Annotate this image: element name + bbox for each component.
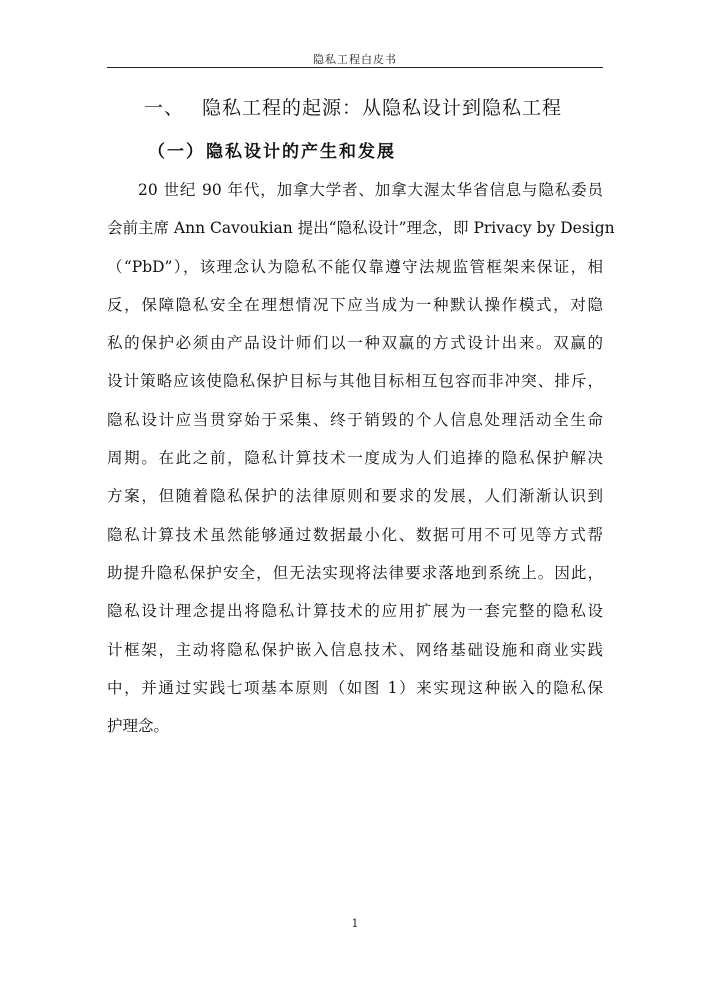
paragraph-line: 方案，但随着隐私保护的法律原则和要求的发展，人们渐渐认识到 <box>107 487 603 506</box>
section-heading <box>144 93 562 120</box>
paragraph-line: 设计策略应该使隐私保护目标与其他目标相互包容而非冲突、排斥， <box>107 372 603 391</box>
body-paragraph <box>107 171 615 745</box>
paragraph-line: 计框架，主动将隐私保护嵌入信息技术、网络基础设施和商业实践 <box>107 640 603 659</box>
subsection-heading <box>148 137 396 162</box>
paragraph-line: 周期。在此之前，隐私计算技术一度成为人们追捧的隐私保护解决 <box>107 449 603 468</box>
paragraph-line: 护理念。 <box>107 717 170 736</box>
paragraph-line: 会前主席 Ann Cavoukian 提出“隐私设计”理念，即 Privacy by Design <box>107 219 615 238</box>
section-title: 隐私工程的起源：从隐私设计到隐私工程 <box>202 97 563 119</box>
paragraph-line: 20 世纪 90 年代，加拿大学者、加拿大渥太华省信息与隐私委员 <box>138 181 603 199</box>
paragraph-line: 隐私计算技术虽然能够通过数据最小化、数据可用不可见等方式帮 <box>107 525 603 544</box>
header-divider <box>107 67 603 68</box>
running-header: 隐私工程白皮书 <box>313 53 397 66</box>
paragraph-line: 隐私设计理念提出将隐私计算技术的应用扩展为一套完整的隐私设 <box>107 602 603 621</box>
paragraph-line: （“PbD”），该理念认为隐私不能仅靠遵守法规监管框架来保证，相 <box>107 257 603 276</box>
paragraph-line: 隐私设计应当贯穿始于采集、终于销毁的个人信息处理活动全生命 <box>107 410 603 429</box>
subsection-title: 隐私设计的产生和发展 <box>206 142 396 162</box>
section-number: 一、 <box>144 97 185 119</box>
subsection-number: （一） <box>148 142 205 162</box>
paragraph-line: 私的保护必须由产品设计师们以一种双赢的方式设计出来。双赢的 <box>107 334 603 353</box>
paragraph-line: 中，并通过实践七项基本原则（如图 1）来实现这种嵌入的隐私保 <box>107 678 603 697</box>
paragraph-line: 助提升隐私保护安全，但无法实现将法律要求落地到系统上。因此， <box>107 563 603 582</box>
paragraph-line: 反，保障隐私安全在理想情况下应当成为一种默认操作模式，对隐 <box>107 295 603 314</box>
page-number: 1 <box>351 917 359 930</box>
